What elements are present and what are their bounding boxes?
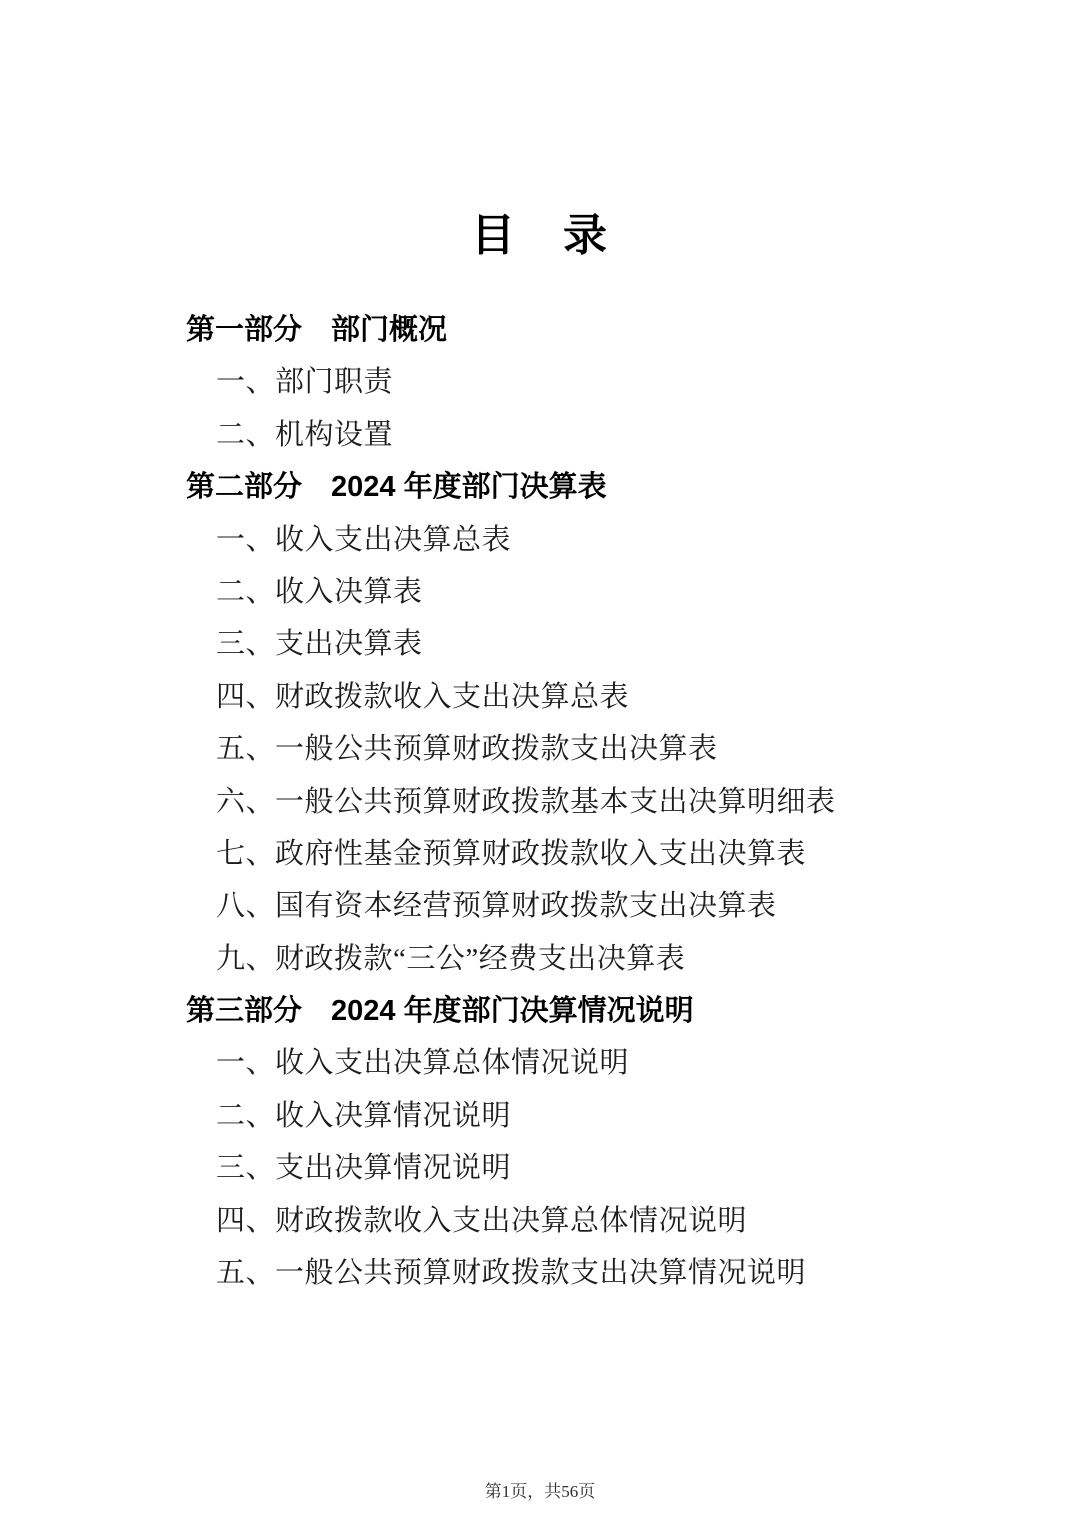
toc-item: 九、财政拨款“三公”经费支出决算表 [216,942,686,975]
toc-item: 七、政府性基金预算财政拨款收入支出决算表 [216,837,807,870]
toc-item: 三、支出决算表 [216,628,423,661]
toc-item: 五、一般公共预算财政拨款支出决算情况说明 [216,1257,807,1290]
toc-item: 一、收入支出决算总体情况说明 [216,1047,630,1080]
toc-item: 六、一般公共预算财政拨款基本支出决算明细表 [216,785,836,818]
toc-item: 一、部门职责 [216,366,394,399]
toc-section-heading: 第一部分 部门概况 [186,314,448,346]
toc-item: 四、财政拨款收入支出决算总表 [216,680,630,713]
document-title: 目 录 [471,211,609,260]
toc-item: 二、收入决算表 [216,575,423,608]
toc-item: 二、收入决算情况说明 [216,1099,512,1132]
toc-item: 八、国有资本经营预算财政拨款支出决算表 [216,890,777,923]
toc-section-heading: 第二部分 2024 年度部门决算表 [186,471,607,504]
page-number-footer: 第1页，共56页 [484,1482,596,1501]
table-of-contents [0,304,1080,1299]
toc-item: 一、收入支出决算总表 [216,523,512,556]
toc-item: 三、支出决算情况说明 [216,1152,512,1185]
toc-item: 二、机构设置 [216,418,394,451]
toc-item: 五、一般公共预算财政拨款支出决算表 [216,733,718,766]
toc-section-heading: 第三部分 2024 年度部门决算情况说明 [186,995,694,1028]
toc-item: 四、财政拨款收入支出决算总体情况说明 [216,1204,748,1237]
